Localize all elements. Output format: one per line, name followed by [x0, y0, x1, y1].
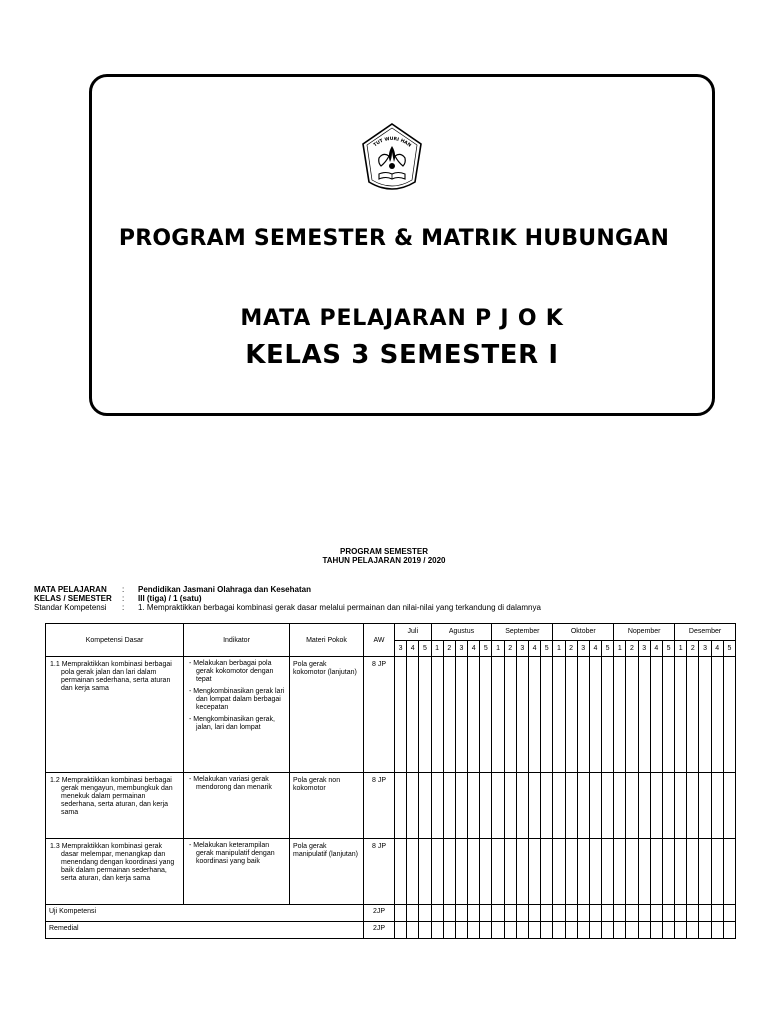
week-cell: [395, 773, 407, 839]
header-week: 5: [662, 640, 674, 657]
list-item: - Melakukan berbagai pola gerak kokomotor dengan tepat: [189, 660, 274, 683]
header-week: 3: [395, 640, 407, 657]
week-cell: [492, 922, 504, 939]
week-cell: [553, 905, 565, 922]
week-cell: [577, 905, 589, 922]
footer-aw: 2JP: [364, 905, 395, 922]
table-row: [46, 657, 736, 773]
program-year: TAHUN PELAJARAN 2019 / 2020: [322, 556, 446, 565]
cover-class: KELAS 3 SEMESTER I: [245, 340, 559, 370]
kd-description: Mempraktikkan kombinasi berbagai gerak mengayun, membungkuk dan menekuk dalam permainan sederhana, serta aturan, dan kerja sama: [61, 777, 173, 816]
week-cell: [492, 657, 504, 773]
week-cell: [468, 922, 480, 939]
week-cell: [480, 839, 492, 905]
indikator-text: Melakukan keterampilan gerak manipulatif dengan koordinasi yang baik: [193, 842, 275, 865]
week-cell: [650, 905, 662, 922]
week-cell: [468, 657, 480, 773]
header-kompetensi-dasar: Kompetensi Dasar: [46, 624, 184, 657]
info-colon: :: [122, 585, 125, 594]
week-cell: [602, 773, 614, 839]
aw-cell: 8 JP: [364, 773, 395, 839]
cover-title: PROGRAM SEMESTER & MATRIK HUBUNGAN: [118, 226, 670, 251]
header-week: 2: [626, 640, 638, 657]
week-cell: [516, 773, 528, 839]
week-cell: [443, 922, 455, 939]
indikator-cell: [184, 773, 290, 839]
week-cell: [699, 905, 711, 922]
info-label: MATA PELAJARAN: [34, 585, 107, 594]
week-cell: [516, 905, 528, 922]
list-item: - Melakukan variasi gerak mendorong dan menarik: [189, 776, 272, 791]
week-cell: [553, 839, 565, 905]
week-cell: [504, 922, 516, 939]
week-cell: [407, 839, 419, 905]
week-cell: [419, 839, 431, 905]
week-cell: [528, 922, 540, 939]
week-cell: [504, 905, 516, 922]
week-cell: [528, 773, 540, 839]
week-cell: [492, 905, 504, 922]
week-cell: [675, 839, 687, 905]
week-cell: [541, 773, 553, 839]
week-cell: [626, 839, 638, 905]
week-cell: [516, 657, 528, 773]
week-cell: [589, 922, 601, 939]
footer-aw: 2JP: [364, 922, 395, 939]
header-month: Agustus: [431, 624, 492, 641]
info-value: III (tiga) / 1 (satu): [138, 594, 202, 603]
week-cell: [687, 905, 699, 922]
week-cell: [662, 905, 674, 922]
kd-cell: [46, 839, 184, 905]
week-cell: [662, 839, 674, 905]
kd-number: 1.2: [50, 777, 60, 784]
week-cell: [723, 905, 735, 922]
week-cell: [553, 657, 565, 773]
week-cell: [650, 773, 662, 839]
week-cell: [528, 905, 540, 922]
week-cell: [614, 922, 626, 939]
week-cell: [528, 839, 540, 905]
header-week: 5: [602, 640, 614, 657]
kd-text: [50, 661, 179, 693]
week-cell: [480, 773, 492, 839]
header-week: 2: [443, 640, 455, 657]
week-cell: [687, 773, 699, 839]
kd-cell: [46, 773, 184, 839]
week-cell: [589, 839, 601, 905]
week-cell: [687, 839, 699, 905]
header-week: 4: [650, 640, 662, 657]
week-cell: [602, 657, 614, 773]
header-week: 4: [407, 640, 419, 657]
week-cell: [675, 922, 687, 939]
info-value: Pendidikan Jasmani Olahraga dan Kesehatan: [138, 585, 311, 594]
week-cell: [650, 922, 662, 939]
week-cell: [395, 839, 407, 905]
week-cell: [675, 657, 687, 773]
indikator-cell: [184, 839, 290, 905]
header-week: 3: [455, 640, 467, 657]
week-cell: [553, 922, 565, 939]
kd-description: Mempraktikkan kombinasi gerak dasar melempar, menangkap dan menendang dengan koordinasi yang baik dalam permainan sederhana, serta aturan, dan kerja sama: [61, 843, 175, 882]
week-cell: [662, 922, 674, 939]
header-week: 1: [492, 640, 504, 657]
info-colon: :: [122, 603, 125, 612]
week-cell: [699, 839, 711, 905]
week-cell: [395, 657, 407, 773]
week-cell: [614, 773, 626, 839]
week-cell: [516, 922, 528, 939]
table-row: [46, 839, 736, 905]
list-item: - Mengkombinasikan gerak lari dan lompat dalam berbagai kecepatan: [189, 688, 285, 711]
emblem-motto: TUT WURI HAN: [373, 136, 412, 149]
info-row: [34, 594, 541, 603]
week-cell: [711, 922, 723, 939]
week-cell: [541, 839, 553, 905]
week-cell: [565, 905, 577, 922]
header-week: 1: [614, 640, 626, 657]
week-cell: [589, 773, 601, 839]
header-indikator: Indikator: [184, 624, 290, 657]
week-cell: [541, 657, 553, 773]
week-cell: [407, 922, 419, 939]
week-cell: [577, 773, 589, 839]
list-item: - Melakukan keterampilan gerak manipulatif dengan koordinasi yang baik: [189, 842, 275, 865]
header-month: September: [492, 624, 553, 641]
week-cell: [419, 922, 431, 939]
week-cell: [711, 905, 723, 922]
table-row: [46, 773, 736, 839]
week-cell: [468, 905, 480, 922]
header-week: 2: [687, 640, 699, 657]
info-colon: :: [122, 594, 125, 603]
week-cell: [431, 839, 443, 905]
week-cell: [589, 657, 601, 773]
aw-cell: 8 JP: [364, 839, 395, 905]
week-cell: [553, 773, 565, 839]
week-cell: [443, 657, 455, 773]
week-cell: [626, 905, 638, 922]
week-cell: [577, 839, 589, 905]
week-cell: [577, 922, 589, 939]
week-cell: [419, 657, 431, 773]
week-cell: [528, 657, 540, 773]
week-cell: [455, 773, 467, 839]
week-cell: [480, 922, 492, 939]
info-label: KELAS / SEMESTER: [34, 594, 112, 603]
header-week: 4: [528, 640, 540, 657]
table-row: [46, 922, 736, 939]
week-cell: [614, 839, 626, 905]
week-cell: [492, 839, 504, 905]
aw-cell: 8 JP: [364, 657, 395, 773]
kd-cell: [46, 657, 184, 773]
indikator-list: [187, 842, 287, 866]
week-cell: [711, 839, 723, 905]
indikator-text: Mengkombinasikan gerak lari dan lompat dalam berbagai kecepatan: [193, 688, 285, 711]
week-cell: [638, 657, 650, 773]
header-week: 4: [711, 640, 723, 657]
header-week: 5: [723, 640, 735, 657]
header-week: 5: [419, 640, 431, 657]
kd-number: 1.3: [50, 843, 60, 850]
info-row: [34, 603, 541, 612]
info-row: [34, 585, 541, 594]
week-cell: [565, 839, 577, 905]
week-cell: [492, 773, 504, 839]
week-cell: [504, 657, 516, 773]
week-cell: [614, 905, 626, 922]
header-month: Desember: [675, 624, 736, 641]
indikator-text: Mengkombinasikan gerak, jalan, lari dan lompat: [193, 716, 275, 731]
week-cell: [711, 773, 723, 839]
week-cell: [431, 922, 443, 939]
week-cell: [565, 657, 577, 773]
week-cell: [626, 922, 638, 939]
week-cell: [468, 773, 480, 839]
week-cell: [395, 922, 407, 939]
program-title: PROGRAM SEMESTER: [339, 547, 428, 556]
week-cell: [638, 905, 650, 922]
header-week: 3: [699, 640, 711, 657]
week-cell: [419, 773, 431, 839]
info-block: [34, 585, 541, 612]
week-cell: [711, 657, 723, 773]
header-week: 3: [577, 640, 589, 657]
kd-text: [50, 777, 179, 817]
week-cell: [687, 657, 699, 773]
week-cell: [541, 905, 553, 922]
week-cell: [431, 657, 443, 773]
header-week: 3: [516, 640, 528, 657]
week-cell: [443, 905, 455, 922]
cover-subject: MATA PELAJARAN P J O K: [240, 306, 564, 331]
week-cell: [723, 839, 735, 905]
week-cell: [504, 839, 516, 905]
header-week: 2: [565, 640, 577, 657]
week-cell: [723, 922, 735, 939]
header-week: 1: [675, 640, 687, 657]
week-cell: [650, 839, 662, 905]
footer-label: Uji Kompetensi: [46, 905, 364, 922]
week-cell: [638, 922, 650, 939]
week-cell: [626, 657, 638, 773]
indikator-list: [187, 660, 287, 732]
week-cell: [565, 922, 577, 939]
week-cell: [455, 839, 467, 905]
header-week: 5: [480, 640, 492, 657]
header-week: 1: [553, 640, 565, 657]
week-cell: [516, 839, 528, 905]
week-cell: [455, 922, 467, 939]
week-cell: [638, 839, 650, 905]
header-aw: AW: [364, 624, 395, 657]
week-cell: [662, 657, 674, 773]
week-cell: [431, 773, 443, 839]
header-week: 5: [541, 640, 553, 657]
week-cell: [419, 905, 431, 922]
week-cell: [614, 657, 626, 773]
week-cell: [577, 657, 589, 773]
list-item: - Mengkombinasikan gerak, jalan, lari dan lompat: [189, 716, 275, 731]
week-cell: [541, 922, 553, 939]
semester-matrix-table: [45, 623, 736, 939]
info-label: Standar Kompetensi: [34, 603, 107, 612]
week-cell: [638, 773, 650, 839]
week-cell: [723, 773, 735, 839]
week-cell: [455, 657, 467, 773]
header-month: Oktober: [553, 624, 614, 641]
week-cell: [675, 905, 687, 922]
tut-wuri-handayani-emblem: [359, 122, 425, 196]
week-cell: [699, 922, 711, 939]
week-cell: [723, 657, 735, 773]
week-cell: [480, 905, 492, 922]
week-cell: [407, 773, 419, 839]
week-cell: [626, 773, 638, 839]
kd-number: 1.1: [50, 661, 60, 668]
week-cell: [443, 773, 455, 839]
header-week: 1: [431, 640, 443, 657]
week-cell: [480, 657, 492, 773]
indikator-text: Melakukan variasi gerak mendorong dan menarik: [193, 776, 272, 791]
week-cell: [395, 905, 407, 922]
week-cell: [650, 657, 662, 773]
header-week: 4: [589, 640, 601, 657]
week-cell: [589, 905, 601, 922]
header-materi-pokok: Materi Pokok: [290, 624, 364, 657]
materi-cell: Pola gerak manipulatif (lanjutan): [290, 839, 364, 905]
week-cell: [455, 905, 467, 922]
materi-cell: Pola gerak kokomotor (lanjutan): [290, 657, 364, 773]
week-cell: [565, 773, 577, 839]
week-cell: [468, 839, 480, 905]
header-month: Nopember: [614, 624, 675, 641]
week-cell: [602, 922, 614, 939]
header-month: Juli: [395, 624, 432, 641]
footer-label: Remedial: [46, 922, 364, 939]
kd-description: Mempraktikkan kombinasi berbagai pola gerak jalan dan lari dalam permainan sederhana, serta aturan dan kerja sama: [61, 661, 172, 692]
week-cell: [662, 773, 674, 839]
week-cell: [699, 657, 711, 773]
week-cell: [431, 905, 443, 922]
info-value: 1. Mempraktikkan berbagai kombinasi gerak dasar melalui permainan dan nilai-nilai yang terkandung di dalamnya: [138, 603, 541, 612]
header-week: 3: [638, 640, 650, 657]
week-cell: [443, 839, 455, 905]
week-cell: [699, 773, 711, 839]
materi-cell: Pola gerak non kokomotor: [290, 773, 364, 839]
indikator-text: Melakukan berbagai pola gerak kokomotor dengan tepat: [193, 660, 274, 683]
kd-text: [50, 843, 179, 883]
week-cell: [675, 773, 687, 839]
week-cell: [687, 922, 699, 939]
header-week: 2: [504, 640, 516, 657]
header-week: 4: [468, 640, 480, 657]
week-cell: [602, 839, 614, 905]
indikator-list: [187, 776, 287, 792]
week-cell: [407, 905, 419, 922]
week-cell: [602, 905, 614, 922]
week-cell: [504, 773, 516, 839]
week-cell: [407, 657, 419, 773]
indikator-cell: [184, 657, 290, 773]
table-row: [46, 905, 736, 922]
